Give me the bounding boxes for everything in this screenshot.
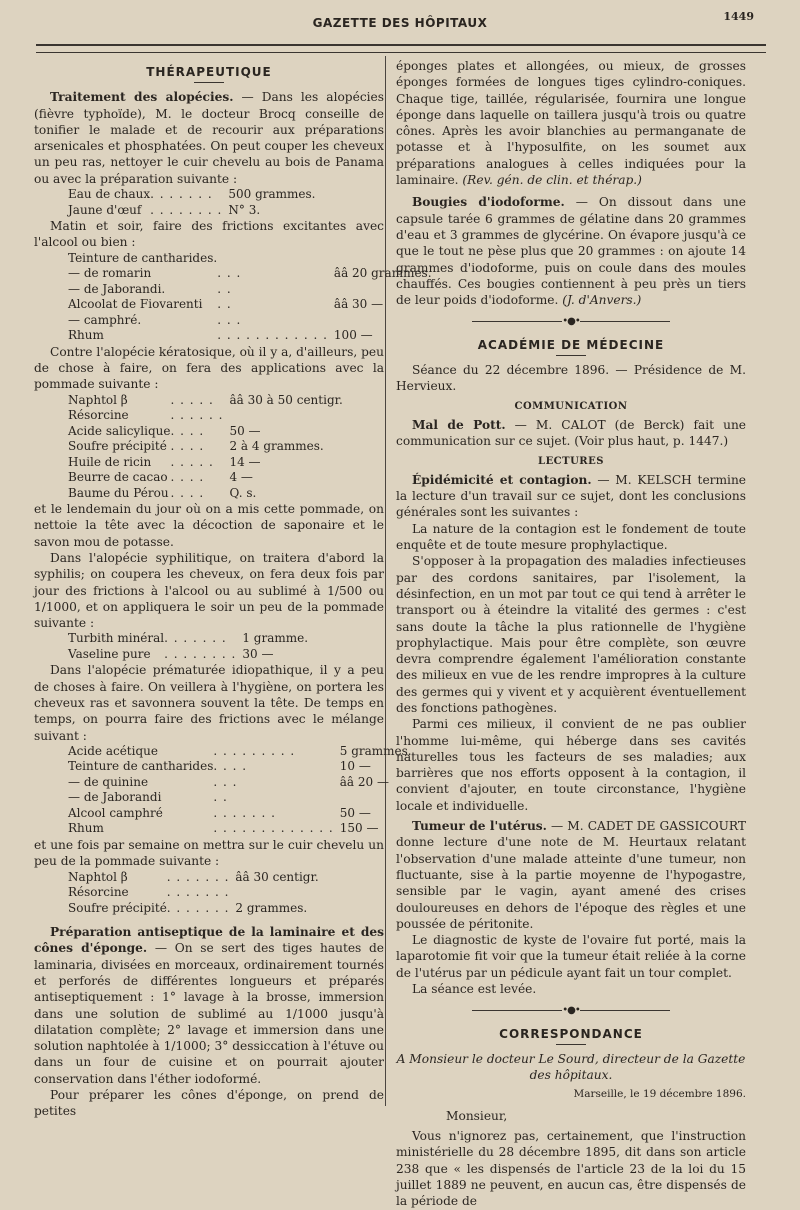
paragraph-epidemicite (396, 472, 746, 521)
section-title-academie: ACADÉMIE DE MÉDECINE (477, 337, 665, 352)
paragraph-epid-2: La nature de la contagion est le fondement de toute enquête et de toute mesure prophylactique. (396, 521, 746, 553)
leader-dots: . . . . . . . (166, 885, 230, 900)
prescription-3 (68, 393, 343, 502)
ingredient-quantity (229, 885, 318, 901)
heading-epidemicite: Épidémicité et contagion. (412, 472, 592, 487)
leader-dots: . . . . . . . . . . . . (217, 328, 328, 343)
ingredient-quantity: 50 — (229, 423, 261, 438)
leader-dots: . . (217, 297, 232, 312)
ingredient-name: Rhum (68, 821, 104, 836)
ingredient-quantity: 100 — (333, 328, 373, 343)
ingredient-name: — de quinine (68, 774, 149, 789)
ingredient-name: — de Jaborandi. (68, 281, 166, 296)
paragraph-2: Matin et soir, faire des frictions excitantes avec l'alcool ou bien : (34, 219, 384, 250)
prescription-5 (68, 744, 412, 837)
prescription-row (68, 870, 319, 886)
ingredient-name: Teinture de cantharides (68, 759, 214, 774)
ingredient-name: Rhum (68, 328, 104, 343)
leader-dots: . . . . . . . (164, 631, 227, 646)
leader-dots: . . . . . . . (166, 900, 230, 915)
letter-address: A Monsieur le docteur Le Sourd, directeur de la Gazette des hôpitaux. (396, 1051, 746, 1083)
heading-pott: Mal de Pott. (412, 417, 506, 432)
prescription-row (68, 744, 412, 760)
prescription-row (68, 424, 343, 440)
leader-dots: . . . . . . . . . (213, 743, 296, 758)
letter-salutation: Monsieur, (446, 1108, 508, 1123)
leader-dots: . . . (217, 312, 242, 327)
ingredient-quantity: 150 — (339, 821, 379, 836)
ingredient-quantity: 50 — (339, 805, 371, 820)
ingredient-name: Alcool camphré (68, 805, 163, 820)
ingredient-name: Résorcine (68, 885, 129, 900)
section-title-therapeutique: THÉRAPEUTIQUE (146, 65, 272, 79)
subheading-communication: COMMUNICATION (514, 400, 628, 412)
prescription-row (68, 901, 319, 917)
text-alopecie-intro: — Dans les alopécies (fièvre typhoïde), M. le docteur Brocq conseille de tonifier le malade et de recourir aux préparations arsenicales et phosphatées. On peut couper les cheveux un peu ras, nettoyer le cuir chevelu au bois de Panama ou avec la préparation suivante : (34, 90, 385, 186)
seance-line: Séance du 22 décembre 1896. — Présidence de M. Hervieux. (396, 363, 746, 394)
ingredient-name: Naphtol β (68, 869, 128, 884)
heading-alopecie: Traitement des alopécies. (50, 90, 234, 105)
heading-uterus: Tumeur de l'utérus. (412, 819, 547, 834)
subheading-lectures: LECTURES (538, 455, 604, 467)
ingredient-name: — de Jaborandi (68, 790, 162, 805)
ingredient-quantity: ââ 20 — (339, 774, 389, 789)
heading-laminaire: Préparation antiseptique de la laminaire et des cônes d'éponge. (34, 925, 384, 956)
ingredient-quantity (223, 408, 342, 424)
reference-rev-gen: (Rev. gén. de clin. et thérap.) (462, 173, 642, 188)
prescription-row (68, 759, 412, 775)
heading-bougies: Bougies d'iodoforme. (412, 195, 565, 210)
leader-dots: . . . . (170, 439, 205, 454)
prescription-row (68, 647, 308, 663)
ingredient-quantity: 500 grammes. (228, 187, 316, 202)
leader-dots: . . (217, 281, 232, 296)
leader-dots: . . . . . . . (213, 805, 276, 820)
text-bougies: — On dissout dans une capsule tarée 6 grammes de gélatine dans 20 grammes d'eau et 3 grammes de glycérine. On évapore jusqu'à ce que le tout ne pèse plus que 20 grammes : on ajoute 14 grammes d'iodoforme, puis on coule dans des moules chauffés. Ces bougies contiennent à peu près un tiers de leur poids d'iodoforme. (396, 195, 746, 308)
text-uterus: — M. CADET DE GASSICOURT donne lecture d'une note de M. Heurtaux relatant l'observation d'une malade atteinte d'une tumeur, non fluctuante, sise à la partie moyenne de l'hypogastre, sensible par le vagin, ayant amené des crises douloureuses en dehors de l'époque des règles et une poussée de péritonite. (396, 819, 746, 931)
reference-anvers: (J. d'Anvers.) (562, 293, 642, 308)
leader-dots: . . . . (170, 423, 205, 438)
prescription-row (68, 806, 412, 822)
right-column (396, 58, 746, 1210)
prescription-row (68, 328, 432, 344)
leader-dots: . . . (217, 266, 242, 281)
prescription-row (68, 775, 412, 791)
ingredient-quantity: 2 à 4 grammes. (229, 439, 324, 454)
prescription-1 (68, 187, 316, 218)
prescription-row (68, 821, 412, 837)
leader-dots: . . (213, 790, 228, 805)
prescription-row (68, 486, 343, 502)
prescription-row (68, 313, 432, 329)
prescription-row (68, 282, 432, 298)
ingredient-name: Acide acétique (68, 743, 158, 758)
leader-dots: . . . . . . . . (150, 202, 223, 217)
leader-dots: . . . . (170, 470, 205, 485)
ingredient-name: Turbith minéral (68, 631, 165, 646)
leader-dots: . . . . . . . (166, 869, 230, 884)
ornament-divider-1: •●• (396, 314, 746, 330)
prescription-row (68, 455, 343, 471)
prescription-6 (68, 870, 319, 917)
ingredient-quantity: Q. s. (229, 485, 257, 500)
prescription-row (68, 439, 343, 455)
leader-dots: . . . . . . . . (164, 646, 237, 661)
paragraph-uterus-2: Le diagnostic de kyste de l'ovaire fut porté, mais la laparotomie fit voir que la tumeur était reliée à la corne de l'utérus par un pédicule ayant fait un tour complet. (396, 933, 746, 980)
ingredient-quantity: 2 grammes. (235, 900, 308, 915)
paragraph-3: Contre l'alopécie kératosique, où il y a, d'ailleurs, peu de chose à faire, on fera des applications avec la pommade suivante : (34, 344, 384, 392)
ingredient-quantity: ââ 30 centigr. (235, 869, 319, 884)
prescription-row (68, 408, 343, 424)
paragraph-uterus (396, 818, 746, 932)
seance-levee: La séance est levée. (412, 982, 537, 997)
prescription-row (68, 470, 343, 486)
ingredient-quantity: N° 3. (228, 202, 261, 217)
column-divider (385, 56, 386, 1106)
prescription-row (68, 203, 316, 219)
ingredient-name: — camphré. (68, 312, 142, 327)
ingredient-name: Vaseline pure (68, 646, 151, 661)
ingredient-quantity: 30 — (242, 646, 274, 661)
text-eponges: éponges plates et allongées, ou mieux, de grosses éponges formées de longues tiges cylindro-coniques. Chaque tige, taillée, régularisée, fournira une longue éponge dans laquelle on taillera jusqu'à trois ou quatre cônes. Après les avoir blanchies au permanganate de potasse et à l'hyposulfite, on les soumet aux préparations analogues à celles indiquées pour la laminaire. (396, 59, 746, 188)
header-rule (36, 44, 766, 53)
leader-dots: . . . . . (170, 392, 214, 407)
paragraph-eponges (396, 58, 746, 188)
ingredient-quantity: 10 — (339, 759, 371, 774)
paragraph-epid-3: S'opposer à la propagation des maladies infectieuses par des cordons sanitaires, par l'isolement, la désinfection, en un mot par tout ce qui tend à arrêter le transport ou à éteindre la vitalité des germes : c'est sans doute la tâche la plus rationnelle de l'hygiène prophylactique. Mais pour être complète, son œuvre devra comprendre également l'amélioration constante des milieux en vue de les rendre impropres à la culture des germes qui y vivent et y acquièrent éventuellement des fonctions pathogènes. (396, 554, 746, 715)
paragraph-4: et le lendemain du jour où on a mis cette pommade, on nettoie la tête avec la décoction de saponaire et le savon mou de potasse. (34, 502, 384, 549)
paragraph-6: Dans l'alopécie prématurée idiopathique, il y a peu de choses à faire. On veillera à l'hygiène, on portera les cheveux ras et savonnera souvent la tête. De temps en temps, on pourra faire des frictions avec le mélange suivant : (34, 663, 384, 743)
ingredient-name: Teinture de cantharides. (68, 250, 218, 265)
paragraph-pott (396, 417, 746, 450)
text-pott: — M. CALOT (de Berck) fait une communication sur ce sujet. (Voir plus haut, p. 1447.) (396, 417, 746, 449)
paragraph-bougies (396, 194, 746, 308)
journal-title: GAZETTE DES HÔPITAUX (312, 16, 488, 30)
ingredient-name: Acide salicylique (68, 423, 171, 438)
prescription-row (68, 297, 432, 313)
leader-dots: . . . . . (170, 454, 214, 469)
leader-dots: . . . . (213, 759, 248, 774)
ingredient-name: Résorcine (68, 408, 129, 423)
paragraph-5: Dans l'alopécie syphilitique, on traitera d'abord la syphilis; on coupera les cheveux, on fera deux fois par jour des frictions à l'alcool ou au sublimé à 1/500 ou 1/1000, et on appliquera le soir un peu de la pommade suivante : (34, 550, 384, 631)
paragraph-last-left: Pour préparer les cônes d'éponge, on prend de petites (34, 1087, 384, 1119)
ingredient-name: Soufre précipité (68, 439, 167, 454)
ingredient-quantity: ââ 30 — (333, 297, 384, 312)
leader-dots: . . . . . . . (150, 187, 213, 202)
prescription-row (68, 251, 432, 267)
ingredient-name: Eau de chaux (68, 187, 151, 202)
leader-dots: . . . (213, 774, 238, 789)
ingredient-name: Beurre de cacao (68, 470, 168, 485)
section-title-correspondance: CORRESPONDANCE (499, 1026, 643, 1041)
letter-paragraph-1: Vous n'ignorez pas, certainement, que l'instruction ministérielle du 28 décembre 1895, dit dans son article 238 que « les dispensés de l'article 23 de la loi du 15 juillet 1889 ne peuvent, en aucun cas, être dispensés de la période de (396, 1129, 746, 1209)
left-column (34, 58, 432, 1120)
ingredient-quantity: ââ 30 à 50 centigr. (229, 392, 343, 407)
page-header (0, 0, 800, 32)
ingredient-name: Naphtol β (68, 392, 128, 407)
ingredient-name: Huile de ricin (68, 454, 152, 469)
section-rule (556, 1044, 586, 1045)
page-number: 1449 (723, 10, 754, 23)
prescription-row (68, 266, 432, 282)
leader-dots: . . . . (170, 485, 205, 500)
ingredient-quantity: 5 grammes. (339, 743, 412, 758)
ingredient-name: — de romarin (68, 266, 152, 281)
text-laminaire: — On se sert des tiges hautes de laminaria, divisées en morceaux, ordinairement tournés et perforés de différentes longueurs et préparés antiseptiquement : 1° lavage à la brosse, immersion dans une solution de sublimé au 1/1000 jusqu'à dilatation complète; 2° lavage et immersion dans une solution naphtolée à 1/1000; 3° dessiccation à l'étuve ou dans un four de cuisine et on pourrait ajouter conservation dans l'éther iodoformé. (34, 941, 385, 1086)
ingredient-name: Alcoolat de Fiovarenti (68, 297, 203, 312)
prescription-row (68, 885, 319, 901)
ornament-divider-2: •●• (396, 1003, 746, 1019)
paragraph-alopecie (34, 89, 384, 187)
ingredient-name: Soufre précipité (68, 900, 167, 915)
leader-dots (217, 251, 328, 267)
prescription-2 (68, 251, 432, 344)
ingredient-quantity: 14 — (229, 454, 261, 469)
section-rule (556, 355, 586, 356)
prescription-row (68, 631, 308, 647)
ingredient-name: Jaune d'œuf (68, 202, 142, 217)
letter-dateline: Marseille, le 19 décembre 1896. (573, 1087, 746, 1100)
prescription-row (68, 187, 316, 203)
leader-dots: . . . . . . . . . . . . . (213, 821, 334, 836)
paragraph-laminaire (34, 924, 384, 1087)
paragraph-epid-4: Parmi ces milieux, il convient de ne pas oublier l'homme lui-même, qui héberge dans ses cavités naturelles tous les facteurs de ses maladies; aux barrières que nos efforts opposent à la contagion, il convient d'ajouter, en toute circonstance, l'hygiène locale et individuelle. (396, 717, 746, 813)
section-rule (194, 82, 224, 83)
ingredient-quantity: ââ 20 grammes. (333, 266, 432, 281)
prescription-row (68, 393, 343, 409)
prescription-row (68, 790, 412, 806)
ingredient-quantity: 1 gramme. (242, 631, 309, 646)
leader-dots: . . . . . . (170, 408, 224, 423)
text-epidemicite: — M. KELSCH termine la lecture d'un travail sur ce sujet, dont les conclusions générales sont les suivantes : (396, 472, 747, 520)
ingredient-quantity: 4 — (229, 470, 253, 485)
ingredient-name: Baume du Pérou (68, 485, 169, 500)
paragraph-7: et une fois par semaine on mettra sur le cuir chevelu un peu de la pommade suivante : (34, 837, 384, 869)
prescription-4 (68, 631, 308, 662)
